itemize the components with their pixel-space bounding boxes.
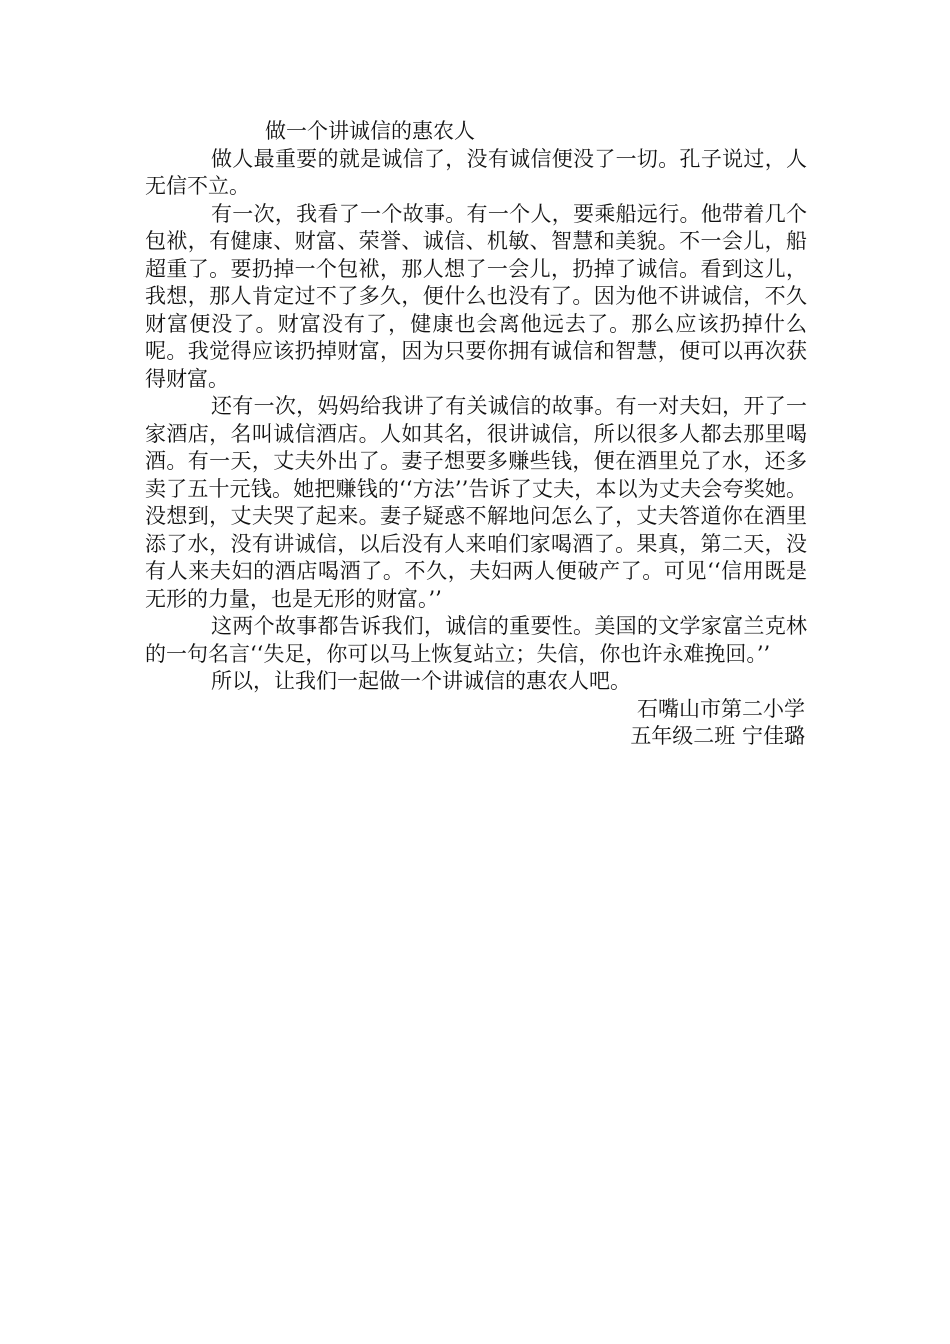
paragraph-2: 有一次，我看了一个故事。有一个人，要乘船远行。他带着几个包袱，有健康、财富、荣誉、诚信、机敏、智慧和美貌。不一会儿，船超重了。要扔掉一个包袱，那人想了一会儿，扔掉了诚信。看到这儿，我想，那人肯定过不了多久，便什么也没有了。因为他不讲诚信，不久财富便没了。财富没有了，健康也会离他远去了。那么应该扔掉什么呢。我觉得应该扔掉财富，因为只要你拥有诚信和智慧，便可以再次获得财富。: [145, 201, 807, 391]
document-page: [145, 118, 807, 751]
paragraph-3: 还有一次，妈妈给我讲了有关诚信的故事。有一对夫妇，开了一家酒店，名叫诚信酒店。人如其名，很讲诚信，所以很多人都去那里喝酒。有一天，丈夫外出了。妻子想要多赚些钱，便在酒里兑了水，还多卖了五十元钱。她把赚钱的‘‘方法’’告诉了丈夫，本以为丈夫会夸奖她。没想到，丈夫哭了起来。妻子疑惑不解地问怎么了，丈夫答道你在酒里添了水，没有讲诚信，以后没有人来咱们家喝酒了。果真，第二天，没有人来夫妇的酒店喝酒了。不久，夫妇两人便破产了。可见‘‘信用既是无形的力量，也是无形的财富。’’: [145, 394, 807, 611]
signature-author: 五年级二班 宁佳璐: [630, 724, 805, 748]
signature-school: 石嘴山市第二小学: [637, 696, 805, 721]
paragraph-5: 所以，让我们一起做一个讲诚信的惠农人吧。: [211, 669, 631, 693]
paragraph-4: 这两个故事都告诉我们，诚信的重要性。美国的文学家富兰克林的一句名言‘‘失足，你可以马上恢复站立；失信，你也许永难挽回。’’: [145, 614, 807, 666]
paragraph-1: 做人最重要的就是诚信了，没有诚信便没了一切。孔子说过，人无信不立。: [145, 146, 807, 198]
document-title: 做一个讲诚信的惠农人: [265, 119, 475, 143]
